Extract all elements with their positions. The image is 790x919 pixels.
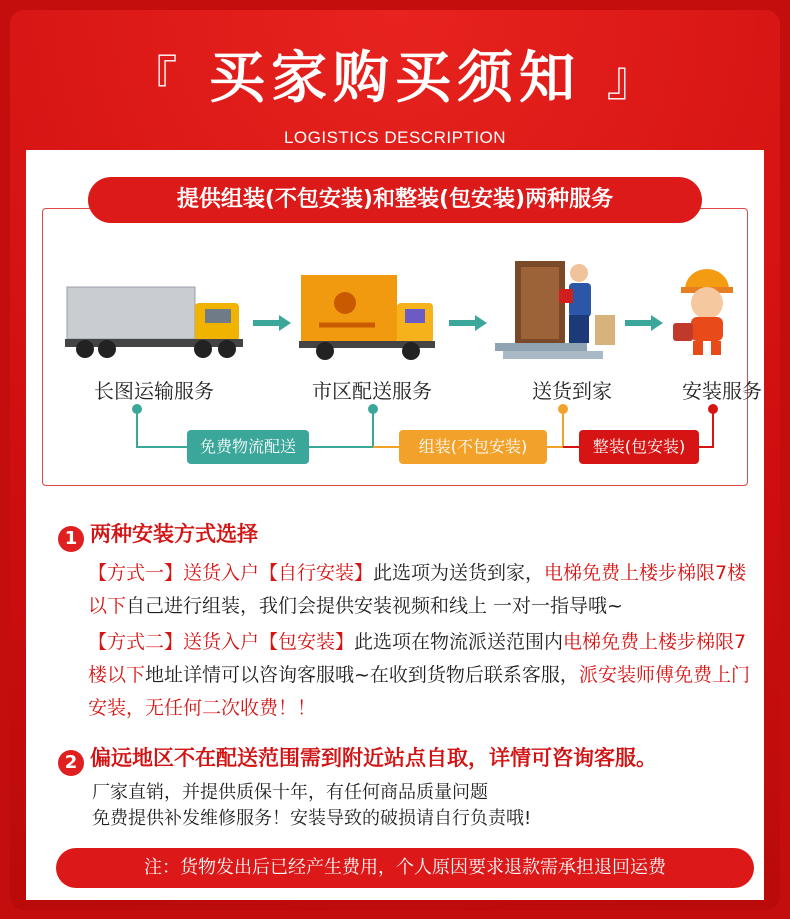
option2-installer-note: 派安装师傅免费上门安装，无任何二次收费！！ (88, 664, 750, 719)
bracket-left: 『 (129, 51, 184, 107)
option2-highlight: 电梯免费上楼步梯限7楼以下 (88, 631, 747, 686)
section2-number-badge: 2 (58, 750, 84, 776)
option2-paragraph (88, 626, 758, 725)
tag-free-logistics: 免费物流配送 (187, 430, 309, 464)
service-flow-box (42, 208, 762, 486)
tag-full-install: 整装(包安装) (579, 430, 699, 464)
option1-title: 【方式一】送货入户【自行安装】 (88, 562, 374, 584)
bracket-right: 』 (606, 51, 661, 107)
section1-number-badge: 1 (58, 526, 84, 552)
option1-detail: 自己进行组装，我们会提供安装视频和线上 一对一指导哦~ (126, 595, 623, 617)
option2-title: 【方式二】送货入户【包安装】 (88, 631, 355, 653)
page-title (10, 44, 780, 114)
section2-paragraph (92, 780, 752, 832)
tag-assembly-no-install: 组装(不包安装) (399, 430, 547, 464)
header (10, 44, 780, 148)
section1-heading-text: 两种安装方式选择 (90, 522, 258, 546)
page-frame (10, 10, 780, 910)
section2-heading (58, 742, 657, 776)
option2-detail: 地址详情可以咨询客服哦~在收到货物后联系客服， (145, 664, 579, 686)
refund-note-banner: 注：货物发出后已经产生费用，个人原因要求退款需承担退回运费 (56, 848, 754, 888)
option1-highlight: 电梯免费上楼步梯限7楼以下 (88, 562, 747, 617)
step-label-installation: 安装服务 (682, 379, 762, 403)
section2-heading-text: 偏远地区不在配送范围需到附近站点自取，详情可咨询客服。 (90, 746, 657, 770)
content-card (26, 150, 764, 900)
step-label-long-haul: 长图运输服务 (94, 379, 214, 403)
step-label-home-delivery: 送货到家 (532, 379, 612, 403)
page-subtitle: LOGISTICS DESCRIPTION (283, 128, 507, 147)
repair-line: 免费提供补发维修服务！安装导致的破损请自行负责哦! (92, 808, 532, 829)
step-label-city-delivery: 市区配送服务 (312, 379, 432, 403)
section1-heading (58, 518, 258, 552)
option1-text: 此选项为送货到家， (373, 562, 545, 584)
option2-text: 此选项在物流派送范围内 (354, 631, 564, 653)
title-text: 买家购买须知 (209, 46, 581, 111)
warranty-line: 厂家直销，并提供质保十年，有任何商品质量问题 (92, 782, 488, 803)
service-banner: 提供组装(不包安装)和整装(包安装)两种服务 (88, 177, 702, 223)
option1-paragraph (88, 557, 758, 623)
